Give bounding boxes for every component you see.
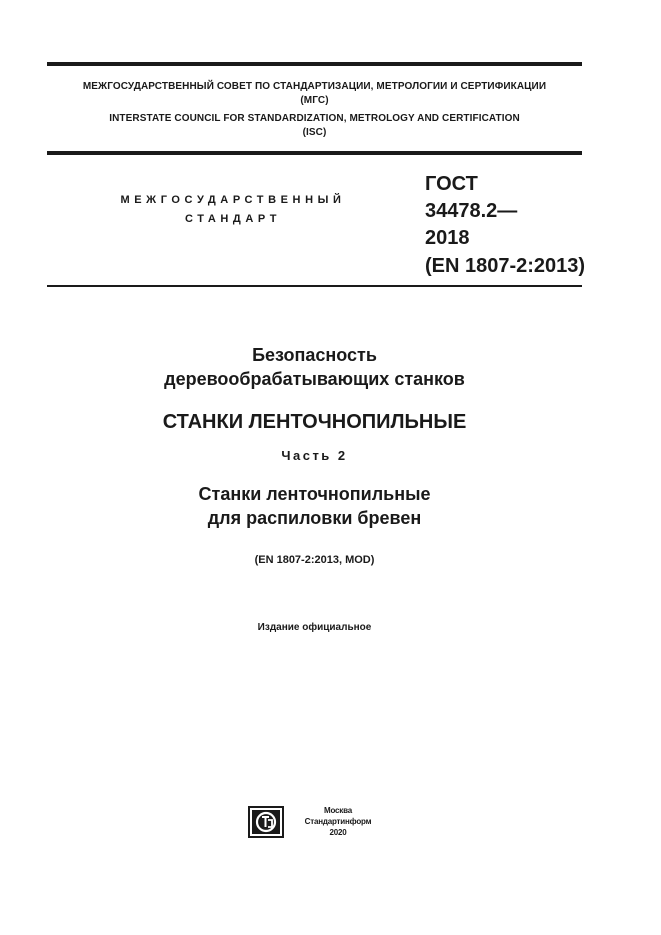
part-label: Часть 2 bbox=[281, 448, 348, 463]
gost-label: ГОСТ bbox=[425, 173, 478, 195]
publisher-city: Москва bbox=[324, 806, 352, 815]
gost-number: 34478.2— bbox=[425, 200, 518, 222]
council-en-line1: INTERSTATE COUNCIL FOR STANDARDIZATION, METROLOGY AND CERTIFICATION bbox=[109, 113, 520, 124]
title-line1: Безопасность bbox=[252, 345, 377, 365]
designation-rule bbox=[47, 285, 582, 287]
standard-kind-line1: МЕЖГОСУДАРСТВЕННЫЙ bbox=[120, 194, 346, 206]
council-en-abbr: (ISC) bbox=[302, 127, 327, 138]
council-ru-abbr: (МГС) bbox=[300, 95, 329, 106]
edition-note: Издание официальное bbox=[257, 622, 372, 633]
header-top-rule bbox=[47, 62, 582, 66]
publisher-name: Стандартинформ bbox=[304, 817, 372, 826]
gost-year: 2018 bbox=[425, 227, 470, 249]
standartinform-logo-icon bbox=[248, 806, 284, 838]
subtitle-line2: для распиловки бревен bbox=[207, 508, 422, 528]
subtitle-line1: Станки ленточнопильные bbox=[198, 484, 431, 504]
title-caps: СТАНКИ ЛЕНТОЧНОПИЛЬНЫЕ bbox=[162, 411, 467, 433]
publisher-block bbox=[292, 805, 384, 838]
standard-kind-line2: СТАНДАРТ bbox=[184, 213, 282, 225]
title-line2: деревообрабатывающих станков bbox=[164, 369, 465, 389]
council-ru-line1: МЕЖГОСУДАРСТВЕННЫЙ СОВЕТ ПО СТАНДАРТИЗАЦИИ, МЕТРОЛОГИИ И СЕРТИФИКАЦИИ bbox=[82, 81, 547, 92]
header-bottom-rule bbox=[47, 151, 582, 155]
gost-en-reference: (EN 1807-2:2013) bbox=[425, 255, 586, 277]
publisher-year: 2020 bbox=[329, 828, 347, 837]
modification-note: (EN 1807-2:2013, MOD) bbox=[254, 554, 375, 566]
